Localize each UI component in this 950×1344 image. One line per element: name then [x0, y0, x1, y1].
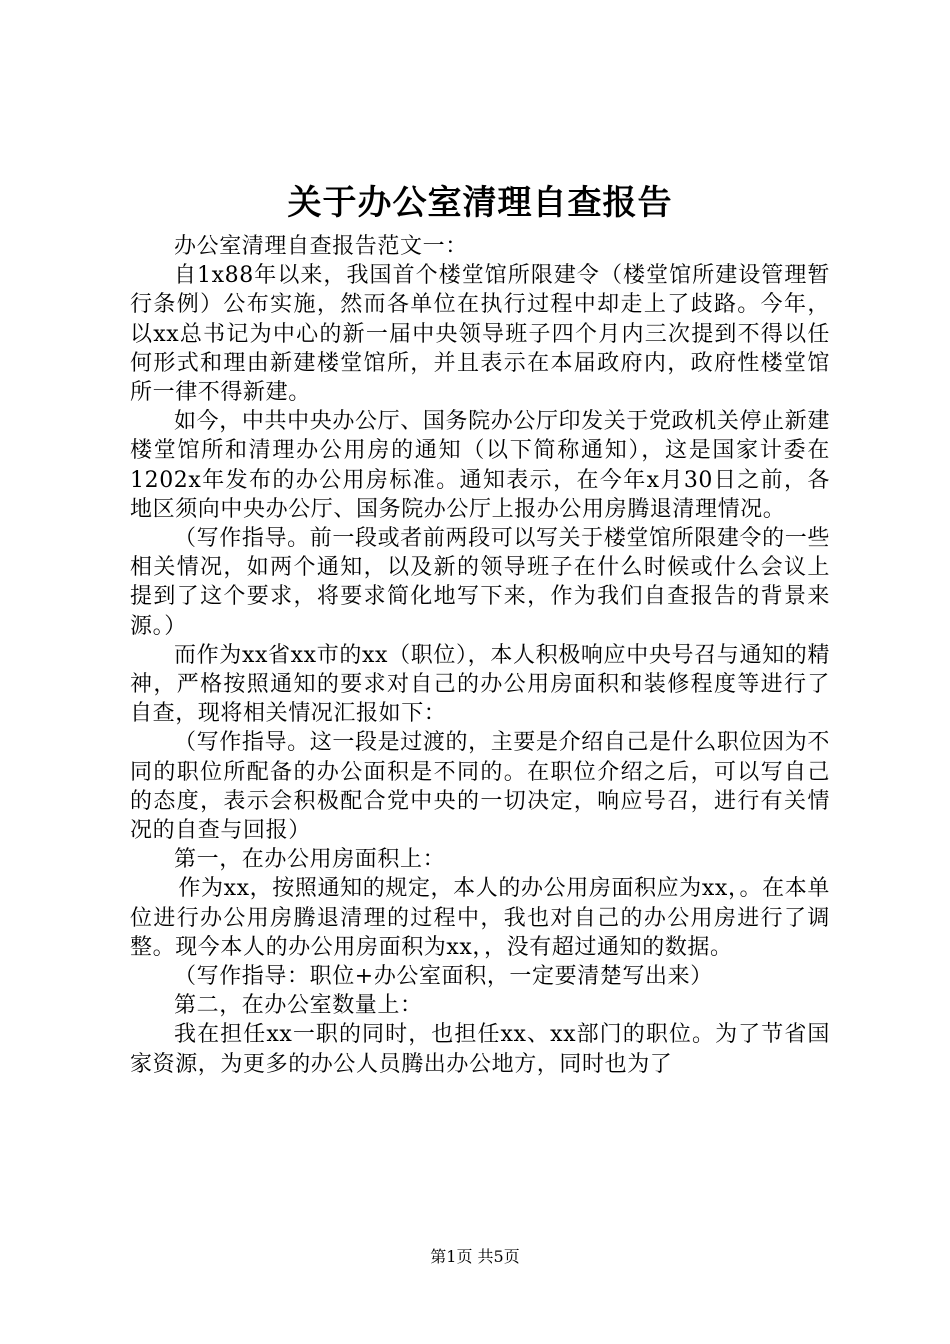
document-title: 关于办公室清理自查报告 [287, 183, 673, 223]
paragraph-guide-2: （写作指导。这一段是过渡的，主要是介绍自己是什么职位因为不同的职位所配备的办公面积是不同的。在职位介绍之后，可以写自己的态度，表示会积极配合党中央的一切决定，响应号召，进行有关情况的自查与回报） [130, 730, 830, 844]
paragraph-guide-1: （写作指导。前一段或者前两段可以写关于楼堂馆所限建令的一些相关情况，如两个通知，以及新的领导班子在什么时候或什么会议上提到了这个要求，将要求简化地写下来，作为我们自查报告的背景来源。） [130, 526, 830, 639]
page-number: 第1页 共5页 [430, 1247, 520, 1266]
page-footer [0, 1244, 950, 1267]
paragraph-intro: 办公室清理自查报告范文一： [174, 234, 468, 259]
paragraph-guide-3: （写作指导：职位+办公室面积，一定要清楚写出来） [174, 964, 713, 990]
document-page [130, 178, 830, 1079]
section-heading-count: 第二，在办公室数量上： [174, 993, 423, 1019]
paragraph-notice: 如今，中共中央办公厅、国务院办公厅印发关于党政机关停止新建楼堂馆所和清理办公用房的通知（以下简称通知），这是国家计委在1202x年发布的办公用房标准。通知表示，在今年x月30日之前，各地区须向中央办公厅、国务院办公厅上报办公用房腾退清理情况。 [130, 409, 830, 522]
paragraph-count: 我在担任xx一职的同时，也担任xx、xx部门的职位。为了节省国家资源，为更多的办公人员腾出办公地方，同时也为了 [130, 1022, 830, 1077]
paragraph-position: 而作为xx省xx市的xx（职位），本人积极响应中央号召与通知的精神，严格按照通知的要求对自己的办公用房面积和装修程度等进行了自查，现将相关情况汇报如下： [130, 642, 830, 727]
paragraph-area: 作为xx，按照通知的规定，本人的办公用房面积应为xx，。在本单位进行办公用房腾退清理的过程中，我也对自己的办公用房进行了调整。现今本人的办公用房面积为xx，，没有超过通知的数据。 [130, 876, 830, 960]
section-heading-area: 第一，在办公用房面积上： [174, 847, 446, 873]
paragraph-background: 自1x88年以来，我国首个楼堂馆所限建令（楼堂馆所建设管理暂行条例）公布实施，然而各单位在执行过程中却走上了歧路。今年，以xx总书记为中心的新一届中央领导班子四个月内三次提到不得以任何形式和理由新建楼堂馆所，并且表示在本届政府内，政府性楼堂馆所一律不得新建。 [130, 263, 830, 406]
